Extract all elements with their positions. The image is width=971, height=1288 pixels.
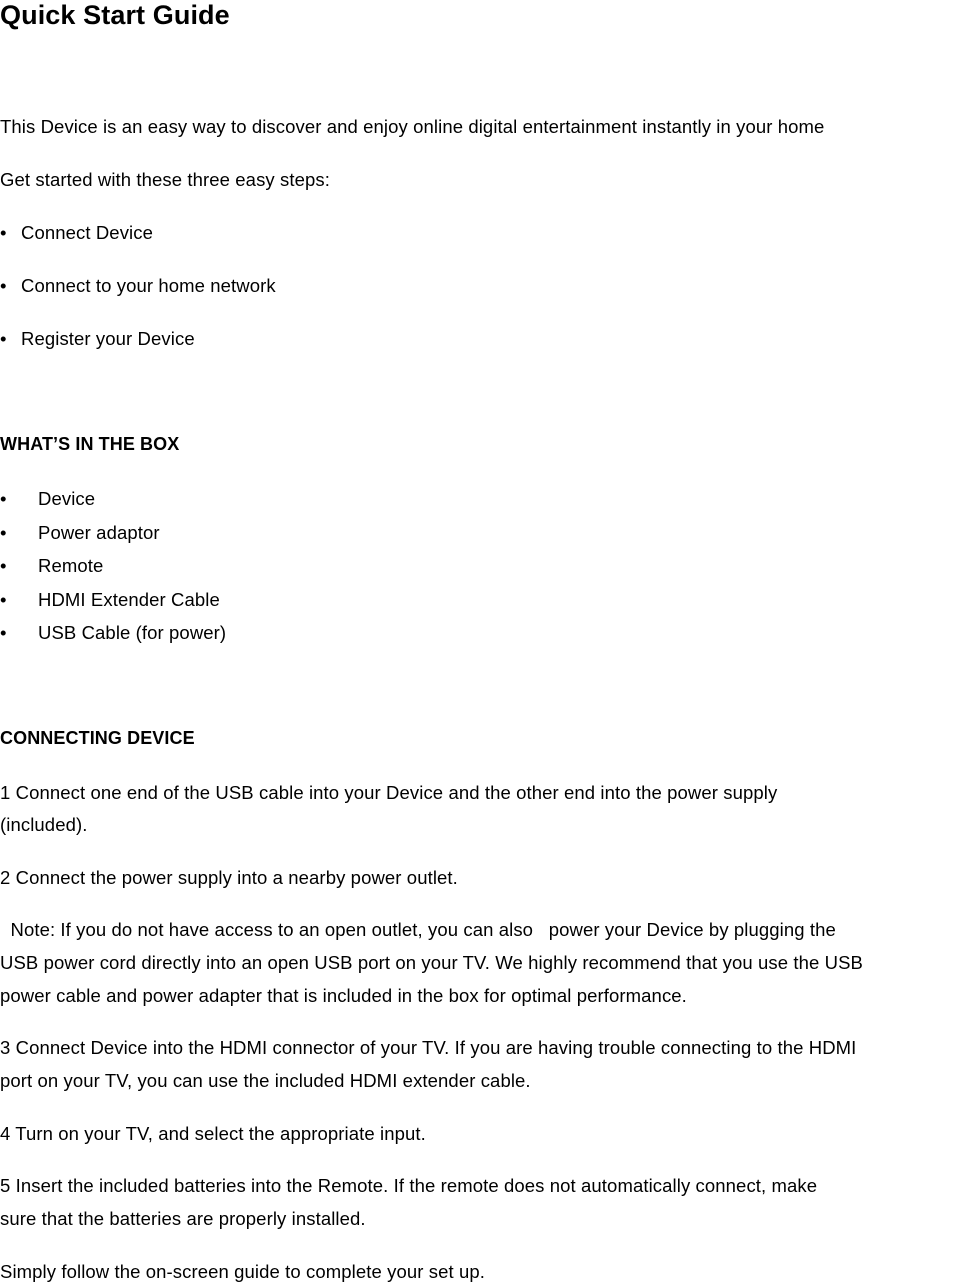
bullet-icon: •: [0, 488, 7, 509]
intro-step-label: Connect Device: [21, 222, 153, 243]
intro-step-item: [0, 216, 153, 249]
step-3-text-continued: port on your TV, you can use the included HDMI extender cable.: [0, 1070, 531, 1091]
box-item-label: HDMI Extender Cable: [38, 589, 220, 610]
note-text: Note: If you do not have access to an open outlet, you can also power your Device by plugging the: [0, 919, 836, 940]
bullet-icon: •: [0, 589, 7, 610]
box-item-label: USB Cable (for power): [38, 622, 227, 643]
bullet-icon: •: [0, 222, 7, 243]
step-3-text: 3 Connect Device into the HDMI connector of your TV. If you are having trouble connecting to the HDMI: [0, 1037, 857, 1058]
step-2-text: 2 Connect the power supply into a nearby power outlet.: [0, 867, 458, 888]
page-title: Quick Start Guide: [0, 0, 230, 30]
bullet-icon: •: [0, 328, 7, 349]
box-item-label: Device: [38, 488, 96, 509]
step-1-text: 1 Connect one end of the USB cable into your Device and the other end into the power supply: [0, 782, 778, 803]
step-5-text-continued: sure that the batteries are properly installed.: [0, 1208, 366, 1229]
bullet-icon: •: [0, 622, 7, 643]
note-text-continued: power cable and power adapter that is included in the box for optimal performance.: [0, 985, 687, 1006]
intro-paragraph: This Device is an easy way to discover and enjoy online digital entertainment instantly in your home: [0, 116, 825, 137]
step-1-text-continued: (included).: [0, 814, 88, 835]
connecting-heading: CONNECTING DEVICE: [0, 728, 195, 748]
bullet-icon: •: [0, 555, 7, 576]
step-4-text: 4 Turn on your TV, and select the appropriate input.: [0, 1123, 426, 1144]
note-text-continued: USB power cord directly into an open USB port on your TV. We highly recommend that you use the USB: [0, 952, 863, 973]
step-5-text: 5 Insert the included batteries into the Remote. If the remote does not automatically connect, make: [0, 1175, 818, 1196]
intro-step-item: [0, 269, 276, 302]
intro-steps-lead: Get started with these three easy steps:: [0, 169, 330, 190]
box-heading: WHAT’S IN THE BOX: [0, 434, 180, 454]
intro-step-label: Register your Device: [21, 328, 195, 349]
intro-step-item: [0, 322, 195, 355]
box-item-label: Power adaptor: [38, 522, 160, 543]
closing-text: Simply follow the on-screen guide to complete your set up.: [0, 1261, 485, 1282]
box-item-label: Remote: [38, 555, 104, 576]
bullet-icon: •: [0, 522, 7, 543]
bullet-icon: •: [0, 275, 7, 296]
intro-step-label: Connect to your home network: [21, 275, 276, 296]
